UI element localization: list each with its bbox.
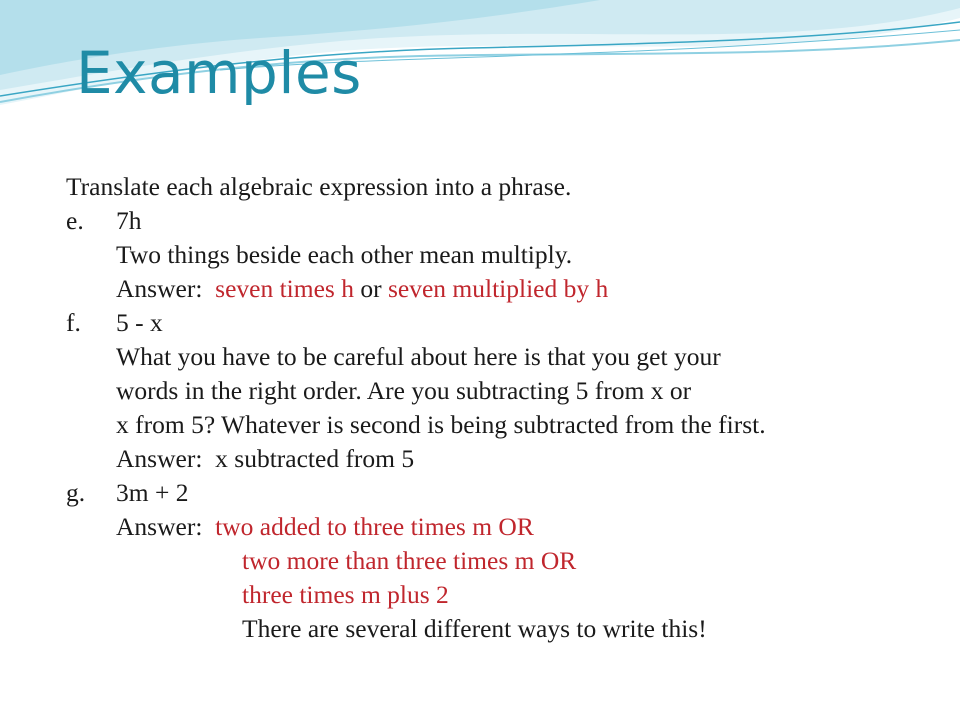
example-explanation: Two things beside each other mean multiply. <box>116 240 573 269</box>
example-g-header <box>66 476 946 510</box>
example-e-header <box>66 204 946 238</box>
example-expression: 3m + 2 <box>116 478 189 507</box>
example-f-answer <box>66 442 946 476</box>
answer-text: x subtracted from 5 <box>215 444 415 473</box>
example-explanation: x from 5? Whatever is second is being subtracted from the first. <box>116 410 766 439</box>
example-explanation: What you have to be careful about here is that you get your <box>116 342 721 371</box>
example-expression: 7h <box>116 206 142 235</box>
example-e-answer <box>66 272 946 306</box>
slide-title: Examples <box>76 39 362 107</box>
answer-label: Answer: <box>116 274 203 303</box>
example-explanation: words in the right order. Are you subtracting 5 from x or <box>116 376 692 405</box>
answer-label: Answer: <box>116 444 203 473</box>
example-letter: e. <box>66 206 84 235</box>
closing-note: There are several different ways to write this! <box>242 614 707 643</box>
answer-text: two added to three times m OR <box>215 512 534 541</box>
answer-text: three times m plus 2 <box>242 580 449 609</box>
example-letter: g. <box>66 478 86 507</box>
example-letter: f. <box>66 308 81 337</box>
intro-text: Translate each algebraic expression into a phrase. <box>66 172 572 201</box>
example-g-answer <box>66 510 946 544</box>
example-f-header <box>66 306 946 340</box>
example-expression: 5 - x <box>116 308 163 337</box>
answer-text: seven times h <box>215 274 354 303</box>
slide-content <box>66 170 946 646</box>
answer-text: seven multiplied by h <box>387 274 609 303</box>
answer-label: Answer: <box>116 512 203 541</box>
answer-text: two more than three times m OR <box>242 546 577 575</box>
answer-connector: or <box>360 274 382 303</box>
